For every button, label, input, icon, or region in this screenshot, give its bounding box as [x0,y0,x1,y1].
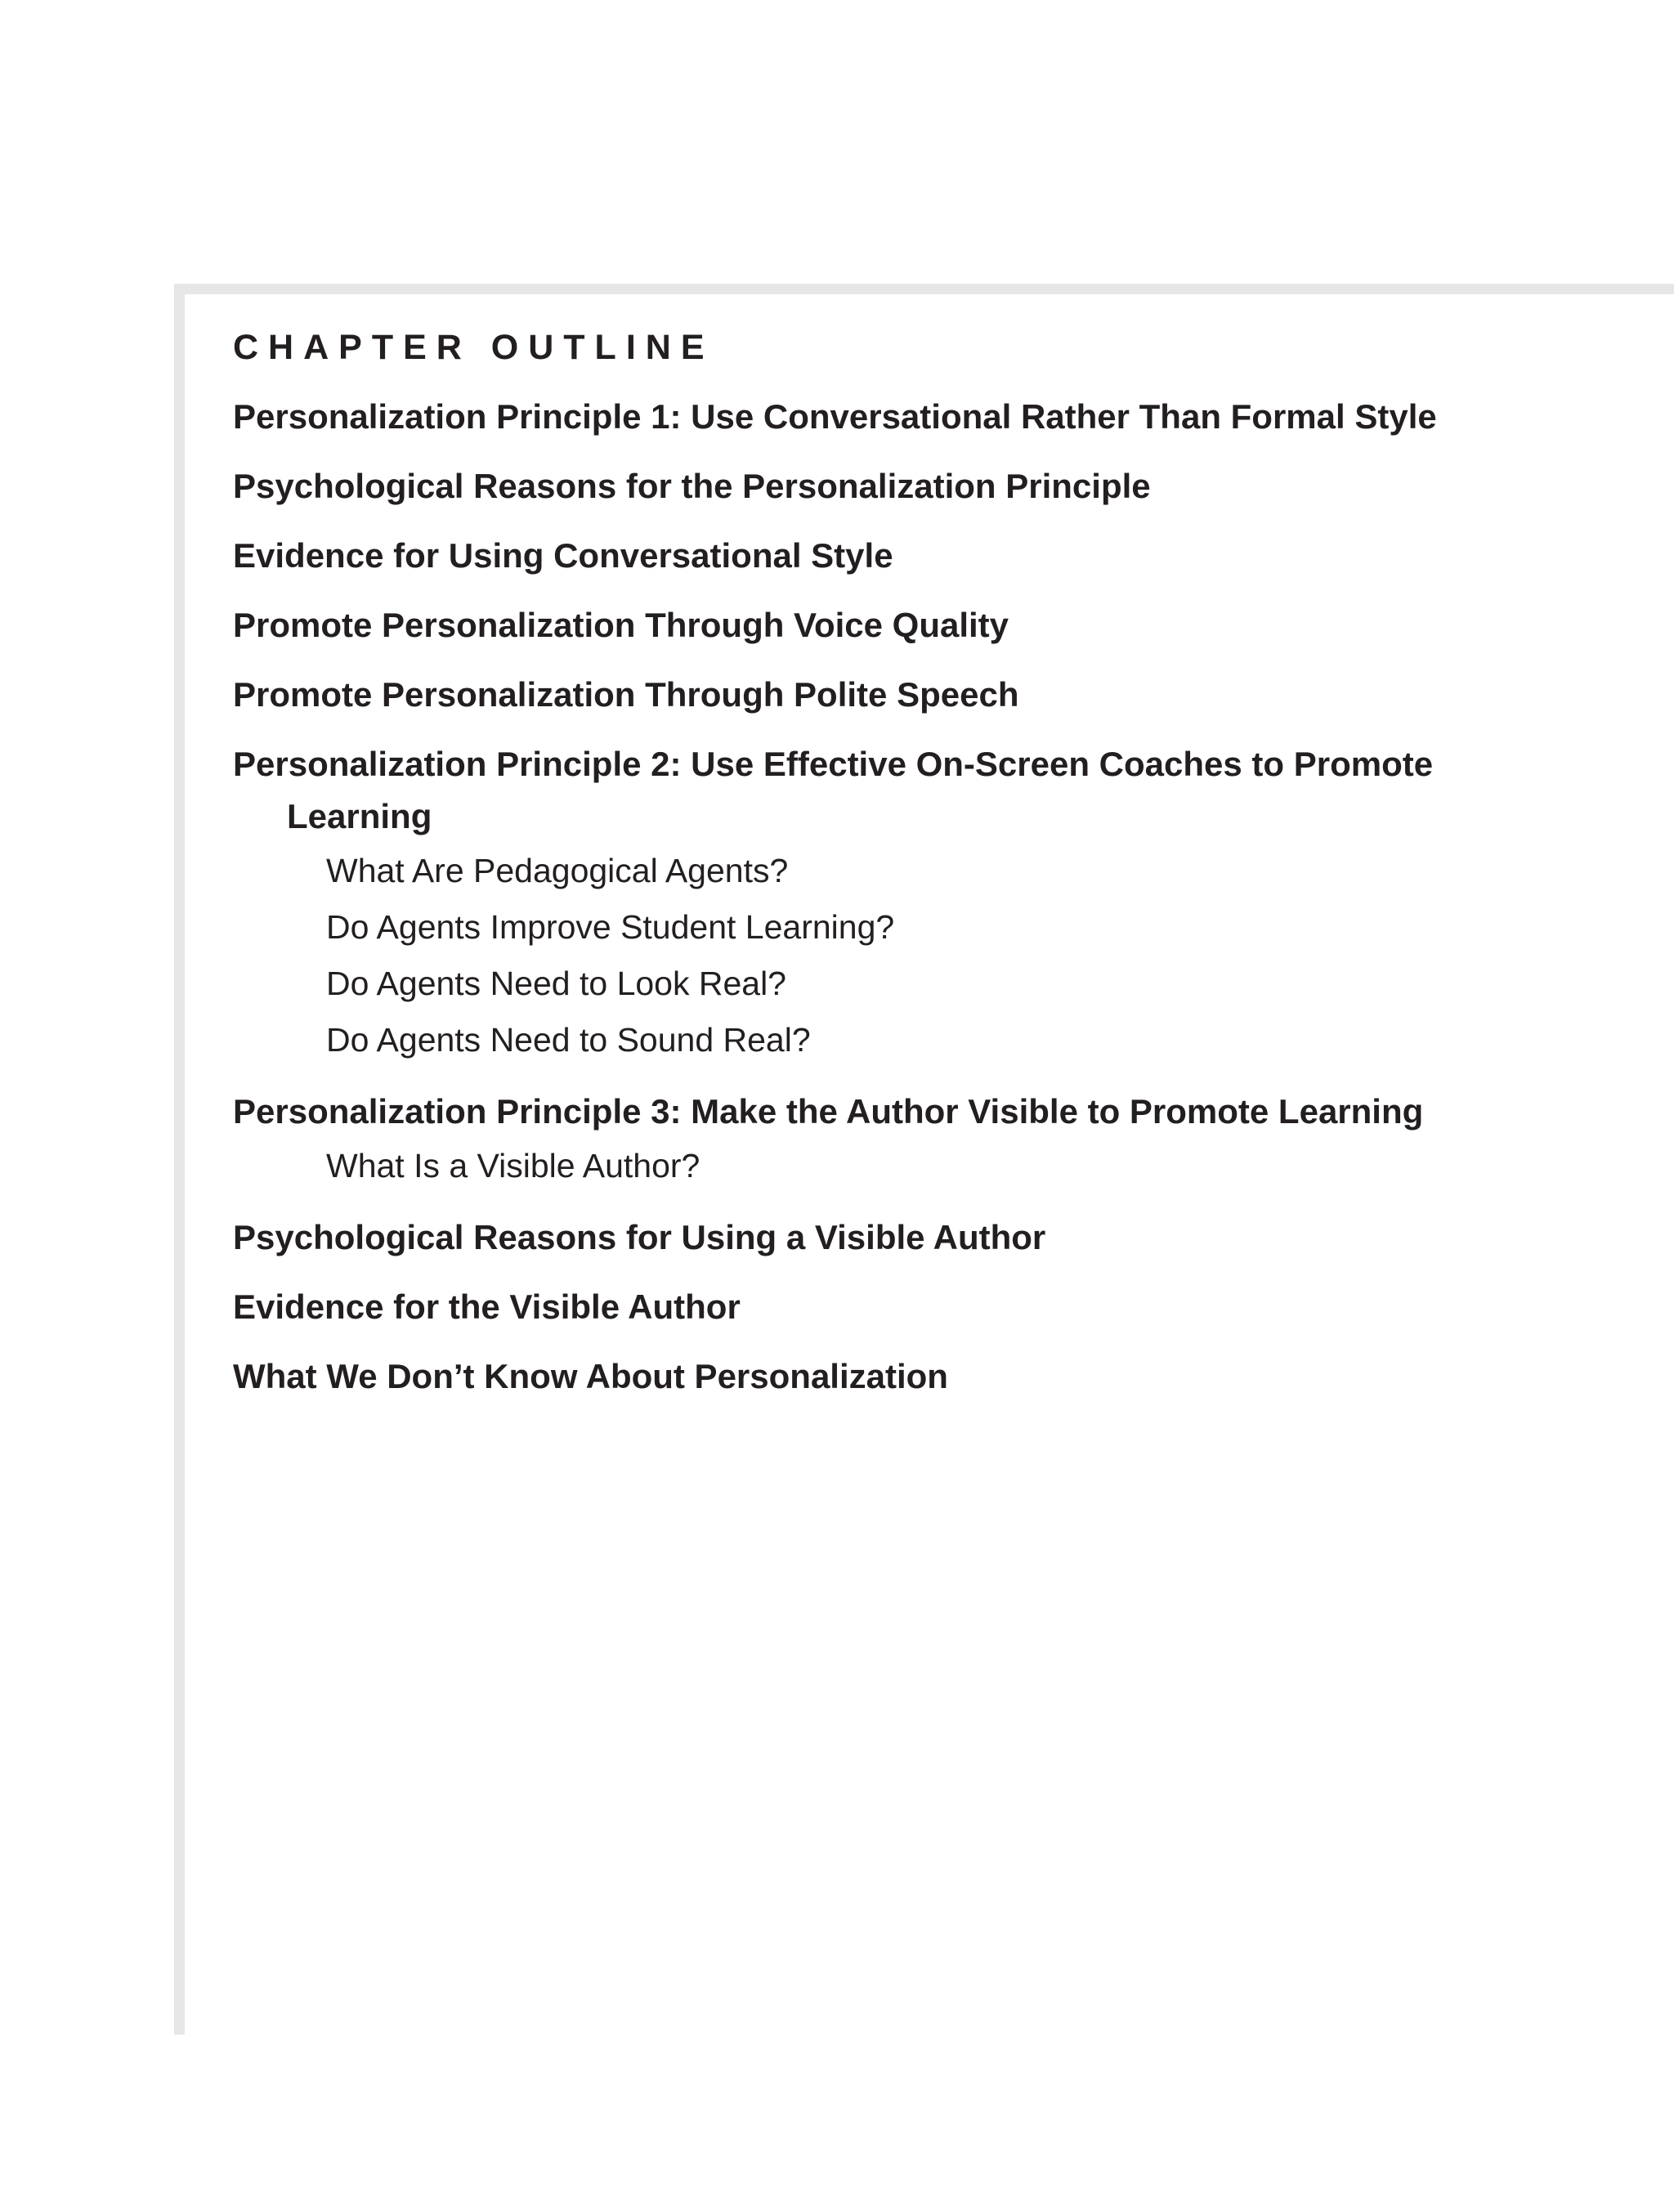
outline-entry: Psychological Reasons for the Personalization Principle [233,467,1151,505]
outline-subentry: Do Agents Improve Student Learning? [326,908,895,946]
outline-entry: Personalization Principle 2: Use Effective On-Screen Coaches to Promote Learning [233,745,1434,835]
chapter-outline [233,323,1459,1403]
outline-entries [233,391,1459,1403]
outline-entry: Personalization Principle 1: Use Conversational Rather Than Formal Style [233,397,1437,436]
outline-subentry: What Are Pedagogical Agents? [326,852,789,889]
outline-subentry: Do Agents Need to Look Real? [326,965,786,1002]
outline-entry: Personalization Principle 3: Make the Author Visible to Promote Learning [233,1092,1424,1131]
outline-entry: What We Don’t Know About Personalization [233,1357,948,1395]
outline-subentry: Do Agents Need to Sound Real? [326,1021,811,1059]
outline-heading: CHAPTER OUTLINE [233,328,714,367]
outline-entry: Evidence for the Visible Author [233,1287,741,1326]
outline-entry: Promote Personalization Through Voice Quality [233,606,1009,644]
outline-frame-left-rule [174,284,185,2035]
outline-entry: Evidence for Using Conversational Style [233,536,893,575]
outline-frame-top-rule [174,284,1674,294]
outline-subentry: What Is a Visible Author? [326,1147,700,1184]
outline-entry: Psychological Reasons for Using a Visible Author [233,1218,1046,1256]
outline-entry: Promote Personalization Through Polite Speech [233,675,1019,714]
